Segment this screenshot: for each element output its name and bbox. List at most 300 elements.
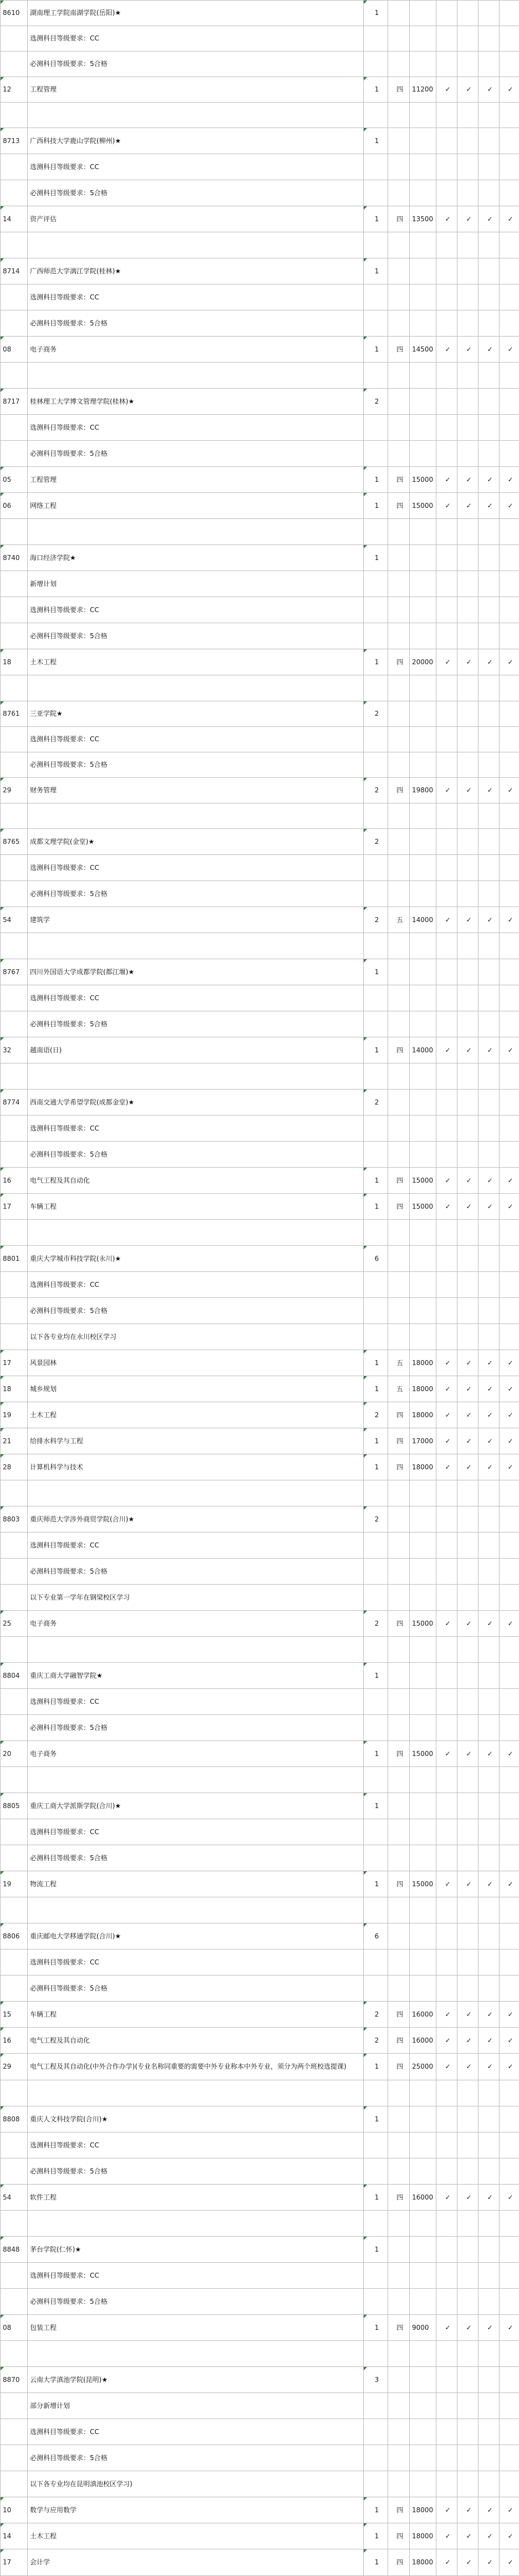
cell-check-a bbox=[436, 1819, 457, 1845]
cell-check-d bbox=[500, 1324, 519, 1350]
cell-quota bbox=[364, 1949, 388, 1976]
cell-program-name: 必测科目等级要求：5合格 bbox=[28, 1845, 364, 1871]
cell-marker-icon bbox=[1, 2497, 4, 2501]
cell-years bbox=[388, 284, 410, 310]
cell-quota bbox=[364, 1897, 388, 1923]
cell-quota: 2 bbox=[364, 2028, 388, 2054]
cell-check-b bbox=[457, 180, 479, 206]
cell-check-c bbox=[479, 1298, 500, 1324]
cell-plan-code bbox=[1, 571, 28, 597]
cell-check-a bbox=[436, 985, 457, 1011]
table-row bbox=[1, 1637, 519, 1663]
cell-years: 四 bbox=[388, 1194, 410, 1220]
table-row bbox=[1, 1324, 519, 1350]
table-row bbox=[1, 1585, 519, 1611]
cell-plan-code: 8740 bbox=[1, 545, 28, 571]
cell-check-c bbox=[479, 2132, 500, 2158]
cell-program-name: 广西科技大学鹿山学院(柳州)★ bbox=[28, 128, 364, 154]
cell-check-a: ✓ bbox=[436, 1611, 457, 1637]
cell-years bbox=[388, 2393, 410, 2419]
cell-plan-code: 8803 bbox=[1, 1506, 28, 1533]
table-row bbox=[1, 1037, 519, 1063]
cell-check-a bbox=[436, 1689, 457, 1715]
cell-program-name: 网络工程 bbox=[28, 493, 364, 519]
cell-years bbox=[388, 1793, 410, 1819]
cell-tuition bbox=[410, 258, 436, 284]
cell-tuition bbox=[410, 1715, 436, 1741]
cell-marker-icon bbox=[1, 128, 4, 131]
cell-check-d: ✓ bbox=[500, 1037, 519, 1063]
cell-tuition: 16000 bbox=[410, 2028, 436, 2054]
table-row bbox=[1, 881, 519, 907]
cell-check-b bbox=[457, 2158, 479, 2185]
cell-marker-icon bbox=[1, 1611, 4, 1614]
cell-program-name: 数学与应用数学 bbox=[28, 2497, 364, 2523]
cell-plan-code bbox=[1, 752, 28, 778]
cell-check-c: ✓ bbox=[479, 206, 500, 232]
table-row bbox=[1, 2445, 519, 2471]
cell-check-a bbox=[436, 1220, 457, 1246]
cell-check-c bbox=[479, 855, 500, 881]
cell-check-c bbox=[479, 1767, 500, 1793]
cell-marker-icon bbox=[1, 206, 4, 210]
cell-years bbox=[388, 1011, 410, 1037]
cell-plan-code: 17 bbox=[1, 1350, 28, 1376]
cell-program-name: 选测科目等级要求：CC bbox=[28, 727, 364, 752]
cell-check-d bbox=[500, 441, 519, 467]
cell-check-b bbox=[457, 545, 479, 571]
cell-plan-code bbox=[1, 2289, 28, 2315]
cell-program-name: 必测科目等级要求：5合格 bbox=[28, 52, 364, 77]
table-row bbox=[1, 2211, 519, 2237]
table-row bbox=[1, 778, 519, 803]
cell-plan-code bbox=[1, 284, 28, 310]
cell-years bbox=[388, 1272, 410, 1298]
cell-marker-icon bbox=[364, 1454, 367, 1458]
cell-check-d bbox=[500, 1923, 519, 1949]
cell-program-name: 车辆工程 bbox=[28, 2002, 364, 2028]
cell-years bbox=[388, 985, 410, 1011]
cell-years: 四 bbox=[388, 649, 410, 675]
cell-tuition bbox=[410, 2080, 436, 2106]
cell-check-d bbox=[500, 2393, 519, 2419]
table-row bbox=[1, 52, 519, 77]
cell-plan-code bbox=[1, 310, 28, 337]
cell-marker-icon bbox=[364, 1, 367, 4]
cell-years: 四 bbox=[388, 1871, 410, 1897]
table-row bbox=[1, 337, 519, 363]
cell-check-b bbox=[457, 1897, 479, 1923]
cell-check-a: ✓ bbox=[436, 1037, 457, 1063]
cell-check-d: ✓ bbox=[500, 206, 519, 232]
cell-marker-icon bbox=[364, 2315, 367, 2318]
cell-marker-icon bbox=[1, 1428, 4, 1432]
cell-program-name: 必测科目等级要求：5合格 bbox=[28, 2289, 364, 2315]
cell-check-d bbox=[500, 1, 519, 26]
cell-check-b bbox=[457, 829, 479, 855]
cell-program-name bbox=[28, 2080, 364, 2106]
table-row bbox=[1, 855, 519, 881]
cell-tuition bbox=[410, 2367, 436, 2393]
cell-check-a: ✓ bbox=[436, 649, 457, 675]
cell-check-b bbox=[457, 1793, 479, 1819]
cell-plan-code bbox=[1, 415, 28, 441]
cell-years bbox=[388, 2237, 410, 2263]
cell-marker-icon bbox=[1, 389, 4, 392]
cell-marker-icon bbox=[1, 337, 4, 340]
cell-tuition bbox=[410, 1090, 436, 1116]
cell-marker-icon bbox=[364, 2054, 367, 2057]
cell-tuition bbox=[410, 597, 436, 623]
cell-check-b: ✓ bbox=[457, 1168, 479, 1194]
cell-years bbox=[388, 1949, 410, 1976]
table-row bbox=[1, 2497, 519, 2523]
cell-tuition: 14500 bbox=[410, 337, 436, 363]
cell-program-name bbox=[28, 232, 364, 258]
cell-program-name: 电子商务 bbox=[28, 1611, 364, 1637]
cell-plan-code bbox=[1, 1637, 28, 1663]
cell-check-d bbox=[500, 1689, 519, 1715]
cell-tuition bbox=[410, 1663, 436, 1689]
cell-years: 四 bbox=[388, 206, 410, 232]
cell-check-c bbox=[479, 389, 500, 415]
cell-check-d bbox=[500, 597, 519, 623]
cell-check-c bbox=[479, 232, 500, 258]
cell-tuition bbox=[410, 1116, 436, 1142]
cell-years bbox=[388, 154, 410, 180]
cell-check-d bbox=[500, 2237, 519, 2263]
cell-check-a bbox=[436, 2471, 457, 2497]
cell-check-c: ✓ bbox=[479, 2185, 500, 2211]
cell-check-c bbox=[479, 881, 500, 907]
cell-program-name: 必测科目等级要求：5合格 bbox=[28, 2158, 364, 2185]
cell-check-d: ✓ bbox=[500, 2185, 519, 2211]
cell-check-c bbox=[479, 571, 500, 597]
cell-tuition: 14000 bbox=[410, 1037, 436, 1063]
cell-check-b bbox=[457, 2367, 479, 2393]
cell-program-name: 工程管理 bbox=[28, 467, 364, 493]
cell-plan-code bbox=[1, 1272, 28, 1298]
cell-program-name: 必测科目等级要求：5合格 bbox=[28, 1011, 364, 1037]
cell-check-d: ✓ bbox=[500, 2028, 519, 2054]
cell-check-c bbox=[479, 1976, 500, 2002]
cell-years: 四 bbox=[388, 2523, 410, 2549]
table-row bbox=[1, 103, 519, 128]
cell-tuition bbox=[410, 2341, 436, 2367]
cell-quota bbox=[364, 180, 388, 206]
cell-quota bbox=[364, 571, 388, 597]
cell-check-a bbox=[436, 389, 457, 415]
cell-years bbox=[388, 1533, 410, 1559]
cell-marker-icon bbox=[364, 2497, 367, 2501]
cell-check-b bbox=[457, 1585, 479, 1611]
cell-quota bbox=[364, 752, 388, 778]
cell-quota bbox=[364, 2471, 388, 2497]
table-row bbox=[1, 597, 519, 623]
cell-check-a: ✓ bbox=[436, 337, 457, 363]
cell-marker-icon bbox=[1, 1, 4, 4]
table-row bbox=[1, 258, 519, 284]
cell-check-b bbox=[457, 2132, 479, 2158]
cell-plan-code: 12 bbox=[1, 77, 28, 103]
cell-plan-code bbox=[1, 597, 28, 623]
cell-program-name: 软件工程 bbox=[28, 2185, 364, 2211]
cell-years bbox=[388, 1767, 410, 1793]
cell-check-b: ✓ bbox=[457, 2497, 479, 2523]
cell-program-name bbox=[28, 1637, 364, 1663]
cell-tuition bbox=[410, 2106, 436, 2132]
cell-check-d bbox=[500, 2341, 519, 2367]
cell-program-name: 资产评估 bbox=[28, 206, 364, 232]
cell-years: 四 bbox=[388, 2054, 410, 2080]
cell-check-c bbox=[479, 1689, 500, 1715]
cell-marker-icon bbox=[364, 1923, 367, 1927]
cell-check-d bbox=[500, 803, 519, 829]
cell-quota bbox=[364, 2080, 388, 2106]
cell-check-a bbox=[436, 2341, 457, 2367]
cell-check-b bbox=[457, 26, 479, 52]
cell-plan-code: 19 bbox=[1, 1402, 28, 1428]
cell-marker-icon bbox=[364, 829, 367, 832]
cell-check-d bbox=[500, 1585, 519, 1611]
cell-check-b bbox=[457, 258, 479, 284]
cell-check-a bbox=[436, 1142, 457, 1168]
cell-marker-icon bbox=[364, 1194, 367, 1197]
cell-years bbox=[388, 441, 410, 467]
table-row bbox=[1, 1871, 519, 1897]
cell-quota: 1 bbox=[364, 1, 388, 26]
cell-check-d bbox=[500, 1793, 519, 1819]
cell-check-c bbox=[479, 701, 500, 727]
cell-tuition bbox=[410, 363, 436, 389]
cell-check-c bbox=[479, 1819, 500, 1845]
table-row bbox=[1, 829, 519, 855]
cell-check-c bbox=[479, 310, 500, 337]
cell-plan-code bbox=[1, 363, 28, 389]
cell-check-c bbox=[479, 2471, 500, 2497]
cell-program-name: 城乡规划 bbox=[28, 1376, 364, 1402]
cell-years: 四 bbox=[388, 1611, 410, 1637]
cell-quota bbox=[364, 1689, 388, 1715]
cell-check-d bbox=[500, 1949, 519, 1976]
cell-marker-icon bbox=[364, 1037, 367, 1041]
cell-plan-code bbox=[1, 623, 28, 649]
cell-check-a: ✓ bbox=[436, 467, 457, 493]
cell-tuition: 15000 bbox=[410, 1871, 436, 1897]
table-row bbox=[1, 1559, 519, 1585]
cell-check-d bbox=[500, 1845, 519, 1871]
cell-plan-code: 28 bbox=[1, 1454, 28, 1480]
cell-years bbox=[388, 2106, 410, 2132]
cell-check-d bbox=[500, 154, 519, 180]
cell-check-d bbox=[500, 180, 519, 206]
cell-program-name bbox=[28, 1220, 364, 1246]
cell-check-b: ✓ bbox=[457, 2185, 479, 2211]
cell-quota: 1 bbox=[364, 1376, 388, 1402]
cell-check-a bbox=[436, 545, 457, 571]
cell-check-a bbox=[436, 1637, 457, 1663]
cell-years bbox=[388, 389, 410, 415]
cell-check-b bbox=[457, 1116, 479, 1142]
cell-marker-icon bbox=[364, 2523, 367, 2527]
cell-quota bbox=[364, 1559, 388, 1585]
cell-years bbox=[388, 26, 410, 52]
cell-check-b bbox=[457, 1845, 479, 1871]
cell-quota: 2 bbox=[364, 701, 388, 727]
table-row bbox=[1, 1428, 519, 1454]
cell-quota: 1 bbox=[364, 649, 388, 675]
table-row bbox=[1, 1663, 519, 1689]
cell-check-b bbox=[457, 154, 479, 180]
cell-quota bbox=[364, 52, 388, 77]
cell-plan-code: 25 bbox=[1, 1611, 28, 1637]
cell-tuition bbox=[410, 389, 436, 415]
cell-check-c: ✓ bbox=[479, 1350, 500, 1376]
cell-check-b bbox=[457, 1246, 479, 1272]
cell-check-c bbox=[479, 258, 500, 284]
cell-check-a bbox=[436, 441, 457, 467]
cell-quota: 2 bbox=[364, 2002, 388, 2028]
cell-quota bbox=[364, 1116, 388, 1142]
cell-tuition bbox=[410, 1272, 436, 1298]
cell-program-name: 财务管理 bbox=[28, 778, 364, 803]
cell-plan-code bbox=[1, 1949, 28, 1976]
cell-quota bbox=[364, 1324, 388, 1350]
cell-years bbox=[388, 623, 410, 649]
cell-plan-code: 54 bbox=[1, 907, 28, 933]
cell-years bbox=[388, 128, 410, 154]
cell-check-b: ✓ bbox=[457, 467, 479, 493]
cell-plan-code: 32 bbox=[1, 1037, 28, 1063]
cell-check-c bbox=[479, 103, 500, 128]
cell-marker-icon bbox=[364, 1168, 367, 1171]
cell-check-d bbox=[500, 52, 519, 77]
cell-check-b bbox=[457, 623, 479, 649]
cell-program-name: 选测科目等级要求：CC bbox=[28, 1949, 364, 1976]
cell-marker-icon bbox=[1, 1793, 4, 1796]
cell-check-c bbox=[479, 675, 500, 701]
cell-check-c bbox=[479, 1845, 500, 1871]
cell-plan-code bbox=[1, 2341, 28, 2367]
cell-check-d bbox=[500, 623, 519, 649]
cell-check-b bbox=[457, 1480, 479, 1506]
cell-program-name: 三亚学院★ bbox=[28, 701, 364, 727]
cell-tuition bbox=[410, 2445, 436, 2471]
cell-tuition bbox=[410, 855, 436, 881]
cell-check-a bbox=[436, 2419, 457, 2445]
cell-tuition bbox=[410, 180, 436, 206]
cell-check-d bbox=[500, 1063, 519, 1090]
cell-quota: 1 bbox=[364, 1793, 388, 1819]
table-row bbox=[1, 985, 519, 1011]
cell-check-c bbox=[479, 1246, 500, 1272]
cell-program-name: 以下各专业均在永川校区学习 bbox=[28, 1324, 364, 1350]
cell-tuition bbox=[410, 1324, 436, 1350]
cell-program-name bbox=[28, 1897, 364, 1923]
cell-plan-code bbox=[1, 1298, 28, 1324]
cell-plan-code: 06 bbox=[1, 493, 28, 519]
cell-tuition bbox=[410, 1897, 436, 1923]
cell-check-d: ✓ bbox=[500, 1428, 519, 1454]
cell-check-c bbox=[479, 1, 500, 26]
cell-plan-code: 17 bbox=[1, 1194, 28, 1220]
cell-check-d bbox=[500, 1715, 519, 1741]
table-row bbox=[1, 2367, 519, 2393]
cell-tuition bbox=[410, 2132, 436, 2158]
cell-tuition bbox=[410, 1533, 436, 1559]
cell-check-a: ✓ bbox=[436, 2315, 457, 2341]
cell-check-b bbox=[457, 1689, 479, 1715]
cell-quota: 1 bbox=[364, 959, 388, 985]
cell-program-name: 土木工程 bbox=[28, 2523, 364, 2549]
cell-check-a bbox=[436, 2445, 457, 2471]
cell-check-a bbox=[436, 310, 457, 337]
cell-check-c bbox=[479, 1715, 500, 1741]
cell-check-a bbox=[436, 675, 457, 701]
cell-quota: 1 bbox=[364, 2237, 388, 2263]
cell-quota bbox=[364, 2289, 388, 2315]
cell-years bbox=[388, 103, 410, 128]
cell-check-a bbox=[436, 1767, 457, 1793]
cell-marker-icon bbox=[1, 493, 4, 496]
cell-tuition: 16000 bbox=[410, 2002, 436, 2028]
cell-check-d bbox=[500, 675, 519, 701]
cell-tuition bbox=[410, 1246, 436, 1272]
cell-program-name: 重庆工商大学融智学院★ bbox=[28, 1663, 364, 1689]
cell-plan-code bbox=[1, 1324, 28, 1350]
cell-program-name: 必测科目等级要求：5合格 bbox=[28, 1298, 364, 1324]
cell-quota bbox=[364, 310, 388, 337]
cell-check-c bbox=[479, 1637, 500, 1663]
cell-marker-icon bbox=[1, 1037, 4, 1041]
cell-quota: 2 bbox=[364, 1611, 388, 1637]
table-row bbox=[1, 2237, 519, 2263]
cell-marker-icon bbox=[1, 2106, 4, 2110]
cell-plan-code bbox=[1, 1585, 28, 1611]
cell-check-c bbox=[479, 803, 500, 829]
cell-program-name: 建筑学 bbox=[28, 907, 364, 933]
cell-check-b bbox=[457, 1298, 479, 1324]
table-row bbox=[1, 1090, 519, 1116]
cell-check-d: ✓ bbox=[500, 1194, 519, 1220]
table-row bbox=[1, 389, 519, 415]
cell-tuition: 18000 bbox=[410, 1402, 436, 1428]
cell-check-a bbox=[436, 855, 457, 881]
cell-program-name: 新增计划 bbox=[28, 571, 364, 597]
cell-tuition: 25000 bbox=[410, 2054, 436, 2080]
cell-check-c bbox=[479, 829, 500, 855]
cell-check-d: ✓ bbox=[500, 467, 519, 493]
cell-check-d: ✓ bbox=[500, 1376, 519, 1402]
cell-years: 五 bbox=[388, 1350, 410, 1376]
cell-check-b bbox=[457, 881, 479, 907]
cell-check-c: ✓ bbox=[479, 2549, 500, 2576]
table-row bbox=[1, 128, 519, 154]
cell-marker-icon bbox=[364, 959, 367, 963]
cell-years: 四 bbox=[388, 2315, 410, 2341]
table-row bbox=[1, 441, 519, 467]
cell-program-name: 必测科目等级要求：5合格 bbox=[28, 2445, 364, 2471]
cell-quota bbox=[364, 2341, 388, 2367]
cell-check-a: ✓ bbox=[436, 907, 457, 933]
table-row bbox=[1, 1011, 519, 1037]
cell-plan-code: 8713 bbox=[1, 128, 28, 154]
cell-program-name bbox=[28, 933, 364, 959]
cell-marker-icon bbox=[364, 1428, 367, 1432]
cell-check-b: ✓ bbox=[457, 907, 479, 933]
table-row bbox=[1, 1, 519, 26]
cell-program-name bbox=[28, 2341, 364, 2367]
